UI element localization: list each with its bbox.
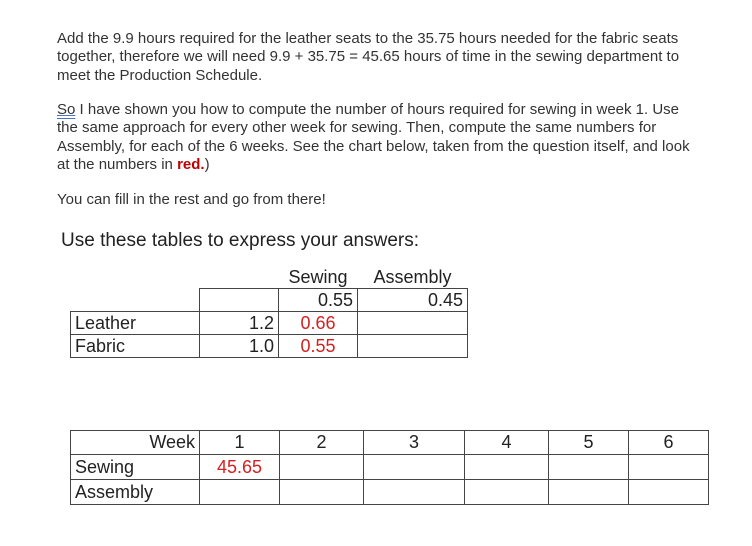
rates-header-row xyxy=(71,266,468,289)
hours-cell xyxy=(280,455,364,480)
assembly-header: Assembly xyxy=(373,267,452,287)
red-word: red. xyxy=(177,155,205,173)
week-label: Week xyxy=(71,431,200,455)
tables-heading: Use these tables to express your answers: xyxy=(61,230,420,251)
assembly-value-cell xyxy=(358,312,468,335)
paragraph-2-close: ) xyxy=(204,155,210,173)
rates-table xyxy=(70,266,468,358)
qty-cell: 1.0 xyxy=(200,335,279,358)
sewing-row xyxy=(71,455,709,480)
hours-cell xyxy=(549,455,629,480)
hours-cell xyxy=(465,480,549,505)
week-number: 1 xyxy=(200,431,280,455)
rate-blank-cell xyxy=(200,289,279,312)
week-number: 4 xyxy=(465,431,549,455)
rates-row-leather xyxy=(71,312,468,335)
so-word: So xyxy=(57,101,76,118)
sewing-header: Sewing xyxy=(288,267,348,287)
row-label: Fabric xyxy=(71,335,200,358)
hours-cell xyxy=(280,480,364,505)
sewing-value-cell: 0.66 xyxy=(279,312,358,335)
week-header-row xyxy=(71,431,709,455)
rates-rate-row xyxy=(71,289,468,312)
hours-cell xyxy=(200,480,280,505)
week-number: 3 xyxy=(364,431,465,455)
sewing-rate-cell: 0.55 xyxy=(279,289,358,312)
row-label: Leather xyxy=(71,312,200,335)
paragraph-2-text: I have shown you how to compute the number of hours required for sewing in week 1. Use the same approach for every other week for sewing. Then, compute the same numbers for Assembly, for each of the 6 weeks. See the chart below, taken from the question itself, and look at the numbers in xyxy=(57,101,690,173)
hours-cell xyxy=(364,480,465,505)
instruction-paragraph-2 xyxy=(57,101,697,174)
rates-row-fabric xyxy=(71,335,468,358)
instruction-paragraph-1: Add the 9.9 hours required for the leather seats to the 35.75 hours needed for the fabric seats together, therefore we will need 9.9 + 35.75 = 45.65 hours of time in the sewing department to meet the Production Schedule. xyxy=(57,30,680,84)
assembly-row xyxy=(71,480,709,505)
hours-cell xyxy=(629,455,709,480)
hours-cell xyxy=(465,455,549,480)
weekly-hours-table xyxy=(70,430,709,505)
sewing-value-cell: 0.55 xyxy=(279,335,358,358)
assembly-rate-cell: 0.45 xyxy=(358,289,468,312)
instruction-paragraph-3: You can fill in the rest and go from there! xyxy=(57,191,326,208)
row-label: Assembly xyxy=(71,480,200,505)
hours-cell: 45.65 xyxy=(200,455,280,480)
hours-cell xyxy=(629,480,709,505)
week-number: 6 xyxy=(629,431,709,455)
hours-cell xyxy=(364,455,465,480)
qty-cell: 1.2 xyxy=(200,312,279,335)
row-label: Sewing xyxy=(71,455,200,480)
week-number: 2 xyxy=(280,431,364,455)
assembly-value-cell xyxy=(358,335,468,358)
week-number: 5 xyxy=(549,431,629,455)
hours-cell xyxy=(549,480,629,505)
